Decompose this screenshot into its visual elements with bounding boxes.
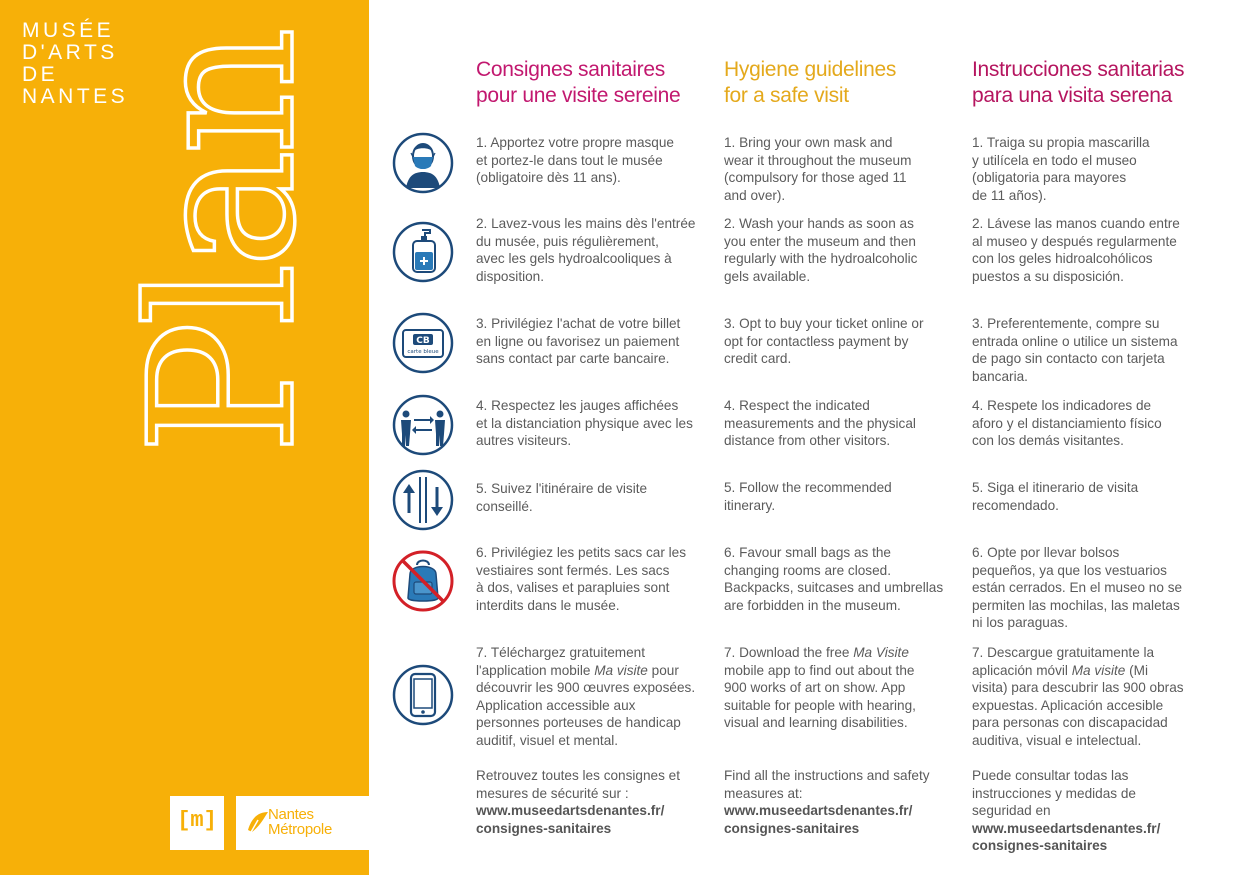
footer-es: Puede consultar todas las instrucciones y medidas de seguridad en www.museedartsdenantes.fr/ consignes-sanitaires: [972, 767, 1208, 855]
instruction-fr-5: 5. Suivez l'itinéraire de visite conseillé.: [476, 481, 648, 514]
museum-logo-line: NANTES: [22, 85, 129, 108]
title-en-line1: Hygiene guidelines: [724, 58, 897, 81]
instruction-en-3: 3. Opt to buy your ticket online or opt for contactless payment by credit card.: [724, 316, 924, 366]
museum-logo-line: MUSÉE: [22, 19, 115, 42]
title-en-line2: for a safe visit: [724, 84, 849, 107]
title-fr-line1: Consignes sanitaires: [476, 58, 665, 81]
instruction-es-4: 4. Respete los indicadores de aforo y el distanciamiento físico con los demás visitantes.: [972, 398, 1162, 448]
website-link-en[interactable]: www.museedartsdenantes.fr/ consignes-sanitaires: [724, 803, 913, 836]
museum-logo-line: D'ARTS: [22, 41, 118, 64]
hand-sanitizer-icon: [392, 221, 454, 283]
nantes-metropole-line1: Nantes: [268, 806, 314, 823]
physical-distancing-icon: [392, 394, 454, 456]
smartphone-icon: [392, 664, 454, 726]
title-es: [972, 57, 1184, 109]
instruction-en-2: 2. Wash your hands as soon as you enter the museum and then regularly with the hydroalcoholic gels available.: [724, 216, 918, 284]
instruction-es-2: 2. Lávese las manos cuando entre al museo y después regularmente con los geles hidroalcohólicos puestos a su disposición.: [972, 216, 1180, 284]
instruction-es-1: 1. Traiga su propia mascarilla y utilícela en todo el museo (obligatoria para mayores de 11 años).: [972, 135, 1150, 203]
vertical-plan-title-text: Plan: [107, 32, 340, 455]
svg-text:carte bleue: carte bleue: [407, 349, 439, 355]
museum-logo-line: DE: [22, 63, 59, 86]
title-es-line2: para una visita serena: [972, 84, 1173, 107]
title-fr-line2: pour une visite sereine: [476, 84, 681, 107]
one-way-itinerary-icon: [392, 469, 454, 531]
title-en: [724, 57, 896, 109]
instruction-fr-3: 3. Privilégiez l'achat de votre billet en ligne ou favorisez un paiement sans contact par carte bancaire.: [476, 316, 681, 366]
instruction-es-7: 7. Descargue gratuitamente la aplicación móvil Ma visite (Mi visita) para descubrir las 900 obras expuestas. Aplicación accesible para personas con discapacidad auditiva, visual e intelectual.: [972, 645, 1184, 748]
footer-fr: Retrouvez toutes les consignes et mesures de sécurité sur : www.museedartsdenantes.fr/ consignes-sanitaires: [476, 767, 712, 837]
nantes-metropole-line2: Métropole: [268, 821, 333, 838]
instruction-en-6: 6. Favour small bags as the changing rooms are closed. Backpacks, suitcases and umbrellas are forbidden in the museum.: [724, 545, 944, 613]
title-es-line1: Instrucciones sanitarias: [972, 58, 1185, 81]
website-link-es[interactable]: www.museedartsdenantes.fr/ consignes-sanitaires: [972, 820, 1161, 853]
title-fr: [476, 57, 680, 109]
instruction-en-7: 7. Download the free Ma Visite mobile app to find out about the 900 works of art on show. App suitable for people with hearing, visual and learning disabilities.: [724, 645, 916, 730]
instruction-fr-2: 2. Lavez-vous les mains dès l'entrée du musée, puis régulièrement, avec les gels hydroalcooliques à disposition.: [476, 216, 696, 284]
no-backpack-icon: [392, 550, 454, 612]
instruction-es-3: 3. Preferentemente, compre su entrada online o utilice un sistema de pago sin contacto con tarjeta bancaria.: [972, 316, 1178, 384]
instruction-fr-7: 7. Téléchargez gratuitement l'application mobile Ma visite pour découvrir les 900 œuvres exposées. Application accessible aux personnes porteuses de handicap auditif, visuel et mental.: [476, 645, 696, 748]
instruction-fr-4: 4. Respectez les jauges affichées et la distanciation physique avec les autres visiteurs.: [476, 398, 693, 448]
instruction-es-6: 6. Opte por llevar bolsos pequeños, ya que los vestuarios están cerrados. En el museo no se permiten las mochilas, las maletas ni los paraguas.: [972, 545, 1183, 630]
instruction-es-5: 5. Siga el itinerario de visita recomendado.: [972, 480, 1139, 513]
vertical-plan-title: [107, 0, 369, 875]
face-mask-icon: [392, 132, 454, 194]
instruction-fr-1: 1. Apportez votre propre masque et portez-le dans tout le musée (obligatoire dès 11 ans).: [476, 135, 674, 185]
instruction-en-1: 1. Bring your own mask and wear it throughout the museum (compulsory for those aged 11 and over).: [724, 135, 912, 203]
svg-text:CB: CB: [416, 336, 430, 346]
carte-bleue-card-icon: [392, 312, 454, 374]
website-link-fr[interactable]: www.museedartsdenantes.fr/ consignes-sanitaires: [476, 803, 665, 836]
instruction-en-4: 4. Respect the indicated measurements and the physical distance from other visitors.: [724, 398, 916, 448]
nantes-metropole-logo: [236, 796, 369, 850]
sidebar-panel: [0, 0, 369, 875]
nantes-metropole-leaf-icon: [246, 810, 270, 836]
instruction-fr-6: 6. Privilégiez les petits sacs car les vestiaires sont fermés. Les sacs à dos, valises et parapluies sont interdits dans le musée.: [476, 545, 687, 613]
instruction-en-5: 5. Follow the recommended itinerary.: [724, 480, 892, 513]
footer-en: Find all the instructions and safety measures at: www.museedartsdenantes.fr/ consignes-sanitaires: [724, 767, 960, 837]
museum-m-logo: [m]: [170, 796, 224, 850]
